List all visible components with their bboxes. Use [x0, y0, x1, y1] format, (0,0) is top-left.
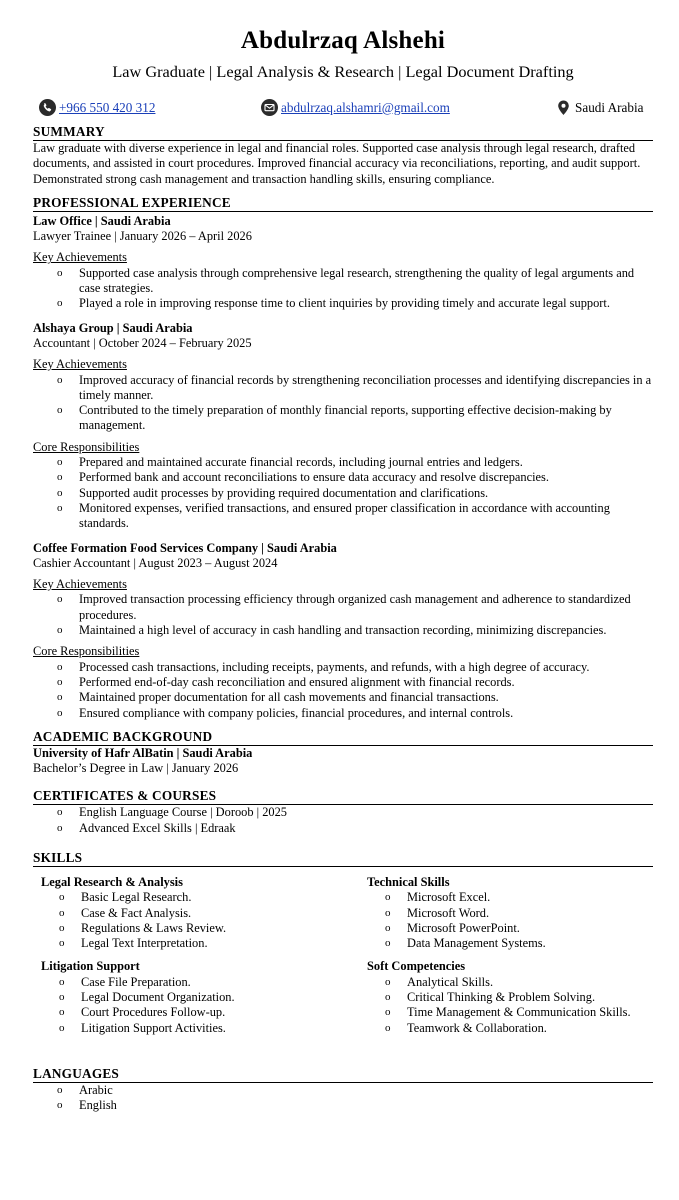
- skill-list: [33, 890, 359, 951]
- skill-heading: Litigation Support: [41, 959, 140, 974]
- list-item: o English Language Course | Doroob | 2025: [79, 805, 653, 820]
- job-entry: [33, 214, 653, 312]
- education-degree: Bachelor’s Degree in Law | January 2026: [33, 761, 239, 776]
- skills-grid: [33, 875, 653, 1044]
- experience-title: PROFESSIONAL EXPERIENCE: [33, 195, 653, 212]
- list-item: o Data Management Systems.: [407, 936, 653, 951]
- list-item: o Teamwork & Collaboration.: [407, 1021, 653, 1036]
- job-subheading: Key Achievements: [33, 357, 127, 372]
- skill-group: [359, 959, 653, 1035]
- skill-heading: Technical Skills: [367, 874, 450, 889]
- list-item: o Maintained proper documentation for all cash movements and financial transactions.: [79, 690, 653, 705]
- skill-heading: Soft Competencies: [367, 959, 466, 974]
- languages-list: [33, 1083, 653, 1114]
- bullet-list: [33, 592, 653, 638]
- job-subheading: Core Responsibilities: [33, 439, 140, 454]
- job-role: Lawyer Trainee | January 2026 – April 2026: [33, 229, 252, 244]
- bullet-list: [33, 266, 653, 312]
- list-item: o Improved transaction processing efficiency through organized cash management and adherence to standardized procedures.: [79, 592, 653, 623]
- list-item: o Regulations & Laws Review.: [81, 921, 359, 936]
- list-item: o Critical Thinking & Problem Solving.: [407, 990, 653, 1005]
- job-role: Cashier Accountant | August 2023 – August 2024: [33, 555, 278, 570]
- list-item: o Time Management & Communication Skills.: [407, 1005, 653, 1020]
- languages-title: LANGUAGES: [33, 1066, 653, 1083]
- list-item: o Analytical Skills.: [407, 975, 653, 990]
- contact-bar: [33, 99, 653, 121]
- contact-email[interactable]: [261, 99, 450, 116]
- list-item: o English: [79, 1098, 653, 1113]
- resume-page: [33, 24, 653, 1114]
- location-pin-icon: [555, 99, 572, 116]
- skills-left-column: [33, 875, 359, 1044]
- certificates-section: [33, 788, 653, 836]
- email-link[interactable]: abdulrzaq.alshamri@gmail.com: [281, 99, 450, 115]
- phone-link[interactable]: +966 550 420 312: [59, 99, 156, 115]
- list-item: o Basic Legal Research.: [81, 890, 359, 905]
- education-institution: University of Hafr AlBatin | Saudi Arabia: [33, 745, 253, 760]
- list-item: o Processed cash transactions, including receipts, payments, and refunds, with a high degree of accuracy.: [79, 660, 653, 675]
- job-subheading: Key Achievements: [33, 250, 127, 265]
- list-item: o Supported case analysis through comprehensive legal research, strengthening the quality of legal arguments and case strategies.: [79, 266, 653, 297]
- skill-list: [33, 975, 359, 1036]
- summary-title: SUMMARY: [33, 124, 653, 141]
- envelope-icon: [261, 99, 278, 116]
- skills-section: [33, 850, 653, 1044]
- list-item: o Microsoft Excel.: [407, 890, 653, 905]
- list-item: o Ensured compliance with company policies, financial procedures, and internal controls.: [79, 706, 653, 721]
- list-item: o Court Procedures Follow-up.: [81, 1005, 359, 1020]
- experience-section: [33, 195, 653, 721]
- skills-right-column: [359, 875, 653, 1044]
- list-item: o Case File Preparation.: [81, 975, 359, 990]
- list-item: o Prepared and maintained accurate financial records, including journal entries and ledgers.: [79, 455, 653, 470]
- candidate-name: Abdulrzaq Alshehi: [240, 27, 446, 54]
- contact-location: [555, 99, 644, 116]
- skill-group: [33, 875, 359, 951]
- summary-text: Law graduate with diverse experience in legal and financial roles. Supported case analysis through legal research, drafted documents, and assisted in court procedures. Improved financial accuracy via reconciliations, reporting, and audit support. Demonstrated strong cash management and transaction handling skills, ensuring compliance.: [33, 141, 641, 186]
- bullet-list: [33, 660, 653, 721]
- list-item: o Performed bank and account reconciliations to ensure data accuracy and resolve discrepancies.: [79, 470, 653, 485]
- list-item: o Legal Text Interpretation.: [81, 936, 359, 951]
- skill-group: [359, 875, 653, 951]
- skill-list: [359, 975, 653, 1036]
- phone-icon: [39, 99, 56, 116]
- job-company: Law Office | Saudi Arabia: [33, 213, 171, 228]
- list-item: o Contributed to the timely preparation of monthly financial reports, supporting effective decision-making by management.: [79, 403, 653, 434]
- list-item: o Supported audit processes by providing required documentation and clarifications.: [79, 486, 653, 501]
- job-role: Accountant | October 2024 – February 2025: [33, 335, 252, 350]
- list-item: o Microsoft PowerPoint.: [407, 921, 653, 936]
- certificates-title: CERTIFICATES & COURSES: [33, 788, 653, 805]
- candidate-tagline: Law Graduate | Legal Analysis & Research | Legal Document Drafting: [112, 62, 574, 81]
- education-title: ACADEMIC BACKGROUND: [33, 729, 653, 746]
- job-entry: [33, 321, 653, 532]
- skill-group: [33, 959, 359, 1035]
- list-item: o Monitored expenses, verified transactions, and ensured proper classification in accordance with accounting standards.: [79, 501, 653, 532]
- list-item: o Improved accuracy of financial records by strengthening reconciliation processes and identifying discrepancies in a timely manner.: [79, 373, 653, 404]
- job-subheading: Key Achievements: [33, 577, 127, 592]
- list-item: o Performed end-of-day cash reconciliation and ensured alignment with financial records.: [79, 675, 653, 690]
- job-company: Coffee Formation Food Services Company | Saudi Arabia: [33, 540, 337, 555]
- list-item: o Advanced Excel Skills | Edraak: [79, 821, 653, 836]
- bullet-list: [33, 455, 653, 531]
- job-company: Alshaya Group | Saudi Arabia: [33, 320, 193, 335]
- list-item: o Case & Fact Analysis.: [81, 906, 359, 921]
- location-text: Saudi Arabia: [575, 99, 644, 115]
- list-item: o Microsoft Word.: [407, 906, 653, 921]
- skill-heading: Legal Research & Analysis: [41, 874, 183, 889]
- list-item: o Maintained a high level of accuracy in cash handling and transaction recording, minimizing discrepancies.: [79, 623, 653, 638]
- skills-title: SKILLS: [33, 850, 653, 867]
- education-section: [33, 729, 653, 777]
- jobs-list: [33, 214, 653, 721]
- contact-phone[interactable]: [39, 99, 155, 116]
- bullet-list: [33, 373, 653, 434]
- list-item: o Litigation Support Activities.: [81, 1021, 359, 1036]
- summary-section: [33, 124, 653, 187]
- job-entry: [33, 541, 653, 721]
- list-item: o Legal Document Organization.: [81, 990, 359, 1005]
- skill-list: [359, 890, 653, 951]
- languages-section: [33, 1066, 653, 1114]
- list-item: o Arabic: [79, 1083, 653, 1098]
- job-subheading: Core Responsibilities: [33, 644, 140, 659]
- list-item: o Played a role in improving response time to client inquiries by providing timely and accurate legal support.: [79, 296, 653, 311]
- certificates-list: [33, 805, 653, 836]
